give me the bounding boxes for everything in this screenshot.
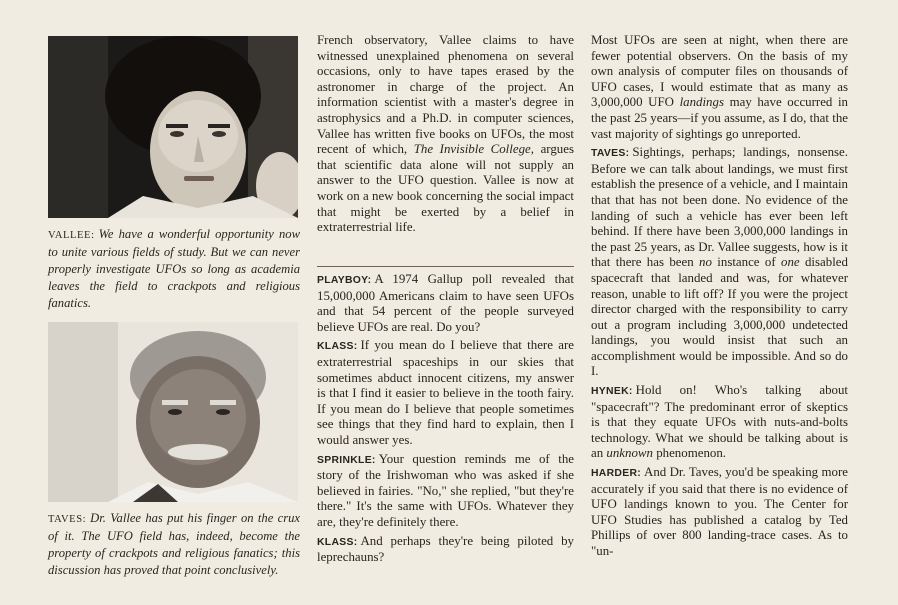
taves-caption <box>48 510 300 579</box>
caption-text: We have a wonderful opportunity now to unite various fields of study. But we can never properly investigate UFOs so long as academia leaves the field to crackpots and religious fanatics. <box>48 227 300 310</box>
paragraph-text: Most UFOs are seen at night, when there are fewer potential observers. On the basis of my own analysis of computer files on thousands of UFO cases, I would estimate that as many as 3,000,000 UFO <box>591 33 848 110</box>
sprinkle-paragraph <box>317 452 574 531</box>
speaker-label: SPRINKLE: <box>317 454 376 466</box>
speaker-label: TAVES: <box>591 148 630 160</box>
klass2-paragraph <box>317 534 574 566</box>
vallee-photo <box>48 36 298 218</box>
klass-paragraph <box>317 338 574 448</box>
caption-speaker: TAVES: <box>48 514 87 525</box>
paragraph-text: And Dr. Taves, you'd be speaking more accurately if you said that there is no evidence of UFO landings known to you. The Center for UFO Studies has published a catalog by Ted Phillips of over 800 landing-trace cases. As to "un- <box>591 465 848 558</box>
paragraph-text: And perhaps they're being piloted by leprechauns? <box>317 533 574 565</box>
paragraph-text: disabled spacecraft that landed and was, for whatever reason, unable to lift off? If you were the project director charged with the responsibility to carry out a program including 3,000,000 undetected landings, you would insist that such an accomplishment would be impossible. And so do I. <box>591 255 848 379</box>
paragraph-text: may have occurred in the past 25 years—if you assume, as I do, that the vast majority of sightings go unreported. <box>591 95 849 141</box>
hynek-paragraph <box>591 383 848 462</box>
caption-text: Dr. Vallee has put his finger on the crux of it. The UFO field has, indeed, become the property of crackpots and religious fanatics; this discussion has proved that point conclusively. <box>48 511 300 577</box>
speaker-label: KLASS: <box>317 341 358 353</box>
paragraph-text: Hold on! Who's talking about "spacecraft"? The predominant error of skeptics is that they equate UFOs with nuts-and-bolts technology. What we should be talking about is an <box>591 383 848 461</box>
playboy-paragraph <box>317 272 574 335</box>
middle-column <box>317 33 574 239</box>
caption-speaker: VALLEE: <box>48 230 95 241</box>
paragraph-text: Sightings, perhaps; landings, nonsense. Before we can talk about landings, we must first establish the presence of a vehicle, and I maintain that that has not been done. No evidence of the landing of such a vehicle has ever been left behind. If there have been 3,000,000 landings in the past 25 years, as Dr. Vallee suggests, how is it that there has been <box>591 145 848 270</box>
vallee-caption <box>48 226 300 312</box>
vallee-continued-paragraph <box>591 33 848 142</box>
speaker-label: PLAYBOY: <box>317 275 372 286</box>
speaker-label: KLASS: <box>317 536 358 548</box>
speaker-label: HYNEK: <box>591 386 633 398</box>
intro-paragraph <box>317 33 574 236</box>
emphasis-text: landings <box>679 95 724 110</box>
speaker-label: HARDER: <box>591 468 642 480</box>
intro-text: French observatory, Vallee claims to have witnessed unexplained phenomena on several occasions, only to have tapes erased by the astronomer in charge of the project. An information scientist with a master's degree in astrophysics and a Ph.D. in computer sciences, Vallee has written five books on UFOs, the most recent of which, <box>317 33 574 157</box>
paragraph-text: A 1974 Gallup poll revealed that 15,000,000 Americans claim to have seen UFOs and that 54 percent of the people surveyed believe UFOs are real. Do you? <box>317 272 574 334</box>
emphasis-text: unknown <box>606 446 653 461</box>
right-column <box>591 33 848 563</box>
emphasis-text: one <box>781 255 800 270</box>
middle-column-dialogue <box>317 272 574 569</box>
paragraph-text: If you mean do I believe that there are extraterrestrial spaceships in our skies that sometimes abduct innocent citizens, my answer is that I find it easier to believe in the tooth fairy. If you mean do I believe that people sometimes see things that they find hard to explain, then I would answer yes. <box>317 338 574 447</box>
harder-paragraph <box>591 465 848 560</box>
section-divider <box>317 266 574 267</box>
paragraph-text: instance of <box>717 255 776 270</box>
book-title: The Invisible College, <box>413 142 534 157</box>
taves-paragraph <box>591 145 848 380</box>
taves-photo <box>48 322 298 502</box>
intro-text-end: argues that scientific data alone will not supply an answer to the UFO question. Vallee is now at work on a new book concerning the social impact that might be exerted by a belief in extraterrestrial life. <box>317 142 574 235</box>
emphasis-text: no <box>699 255 712 270</box>
paragraph-text: Your question reminds me of the story of the Irishwoman who was asked if she believed in fairies. "No," she replied, "but they're there." It's the same with UFOs. Whatever they are, they're definitely there. <box>317 451 574 529</box>
paragraph-text: phenomenon. <box>656 446 726 461</box>
